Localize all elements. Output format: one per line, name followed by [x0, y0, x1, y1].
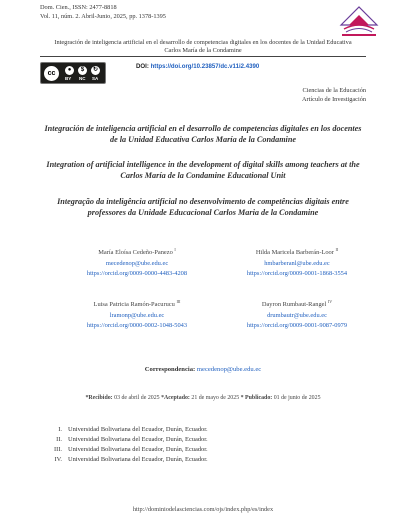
author-4	[212, 297, 382, 332]
author-sup: II	[335, 247, 339, 252]
nc-icon: $	[78, 66, 87, 75]
author-email[interactable]: mecedenop@ube.edu.ec	[105, 259, 169, 267]
author-sup: I	[174, 247, 176, 252]
cc-icon: cc	[44, 66, 59, 81]
doi-label: DOI:	[136, 63, 149, 70]
affiliation-text: Universidad Bolivariana del Ecuador, Durán, Ecuador.	[68, 426, 208, 433]
publication-dates	[40, 395, 366, 401]
published-label: * Publicado:	[240, 395, 273, 401]
title-pt: Integração da inteligência artificial no desenvolvimento de competências digitais entre professores da Unidade Educacional Carlos Maria de la Condamine	[57, 197, 349, 217]
article-type: Artículo de Investigación	[302, 96, 366, 103]
title-es: Integración de inteligencia artificial en el desarrollo de competencias digitales en los docentes de la Unidad Educativa Carlos María de la Condamine	[44, 124, 362, 144]
author-orcid[interactable]: https://orcid.org/0009-0001-9087-0979	[246, 322, 348, 330]
author-sup: III	[176, 299, 181, 304]
author-name: María Eloísa Cedeño-Panezo	[98, 249, 173, 257]
doi-link[interactable]: https://doi.org/10.23857/dc.v11i2.4390	[150, 63, 260, 70]
affiliation-num: III.	[54, 446, 62, 453]
title-en: Integration of artificial intelligence in the development of digital skills among teachers at the Carlos María de la Condamine Educational Unit	[46, 160, 360, 180]
author-3	[52, 297, 222, 332]
affiliation-num: I.	[58, 426, 62, 433]
author-name: Hilda Maricela Barberán-Loor	[255, 249, 334, 257]
correspondence-email[interactable]: mecedenop@ube.edu.ec	[196, 366, 262, 373]
author-1	[52, 245, 222, 280]
author-name: Dayron Rumbaut-Rangel	[261, 301, 327, 309]
affiliation-3	[40, 446, 208, 454]
correspondence-label: Correspondencia:	[144, 366, 196, 373]
received-label: *Recibido:	[85, 395, 113, 401]
by-icon: ●	[65, 66, 74, 75]
header-rule	[40, 56, 366, 57]
affiliation-num: IV.	[54, 456, 62, 463]
accepted-label: *Aceptado:	[161, 395, 190, 401]
volume-info: Vol. 11, núm. 2. Abril-Junio, 2025, pp. 1378-1395	[40, 13, 166, 20]
running-title: Integración de inteligencia artificial en el desarrollo de competencias digitales en los docentes de la Unidad Educativa Carlos María de la Condamine	[54, 39, 352, 54]
affiliation-text: Universidad Bolivariana del Ecuador, Durán, Ecuador.	[68, 456, 208, 463]
affiliation-num: II.	[56, 436, 62, 443]
journal-issn: Dom. Cien., ISSN: 2477-8818	[40, 4, 117, 11]
sa-label: SA	[92, 76, 99, 81]
author-orcid[interactable]: https://orcid.org/0000-0002-1048-5043	[86, 322, 188, 330]
affiliation-2	[40, 436, 208, 444]
section-area: Ciencias de la Educación	[302, 87, 366, 94]
journal-logo-icon	[336, 3, 382, 37]
by-label: BY	[65, 76, 72, 81]
author-2	[212, 245, 382, 280]
author-email[interactable]: drumbautr@ube.edu.ec	[267, 311, 327, 319]
affiliation-1	[40, 426, 208, 434]
author-email[interactable]: lramonp@ube.edu.ec	[109, 311, 165, 319]
doi-line	[136, 63, 259, 70]
author-name: Luisa Patricia Ramón-Pacurucu	[93, 301, 175, 309]
sa-icon: ↻	[92, 67, 99, 73]
received-date: 03 de abril de 2025	[114, 395, 160, 401]
nc-label: NC	[79, 76, 86, 81]
affiliation-text: Universidad Bolivariana del Ecuador, Durán, Ecuador.	[68, 446, 208, 453]
correspondence	[40, 366, 366, 373]
accepted-date: 21 de mayo de 2025	[191, 395, 240, 401]
cc-license-badge[interactable]	[40, 62, 106, 84]
affiliation-4	[40, 456, 208, 464]
author-sup: IV	[327, 299, 333, 304]
author-email[interactable]: hmbarberanl@ube.edu.ec	[264, 259, 330, 267]
author-orcid[interactable]: https://orcid.org/0009-0001-1868-3554	[246, 270, 348, 278]
published-date: 01 de junio de 2025	[273, 395, 321, 401]
author-orcid[interactable]: https://orcid.org/0009-0000-4483-4208	[86, 270, 188, 278]
affiliation-text: Universidad Bolivariana del Ecuador, Durán, Ecuador.	[68, 436, 208, 443]
footer-url[interactable]: http://dominiodelasciencias.com/ojs/index.php/es/index	[132, 506, 274, 513]
